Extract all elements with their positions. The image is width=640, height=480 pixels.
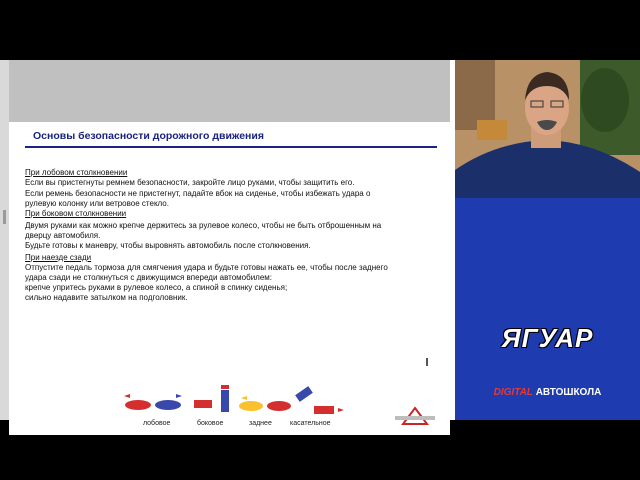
section-header: При наезде сзади [25, 253, 92, 262]
brand-panel [455, 198, 640, 420]
side-collision-cars [194, 385, 229, 412]
slide-text-line: Двумя руками как можно крепче держитесь за рулевое колесо, чтобы не быть отброшенным на [25, 221, 382, 230]
presentation-slide [9, 122, 450, 435]
app-stage [0, 60, 640, 427]
slide-text-line: дверцу автомобиля. [25, 231, 101, 240]
rear-collision-cars [239, 396, 291, 411]
slide-text-line: Отпустите педаль тормоза для смягчения удара и будьте готовы нажать ее, чтобы после заднего [25, 263, 388, 272]
caption-side: боковое [197, 420, 224, 427]
caption-rear: заднее [249, 420, 272, 427]
presenter-video-frame [455, 60, 640, 198]
webcam-video [455, 60, 640, 198]
title-underline [25, 146, 437, 148]
slide-text-line: Если ремень безопасности не пристегнут, падайте вбок на сиденье, чтобы избежать удара о [25, 189, 371, 198]
slide-corner-logo [393, 406, 437, 426]
caption-frontal: лобовое [143, 420, 171, 427]
brand-subtitle [455, 387, 640, 398]
scroll-handle[interactable] [3, 210, 6, 224]
slide-text-line: Будьте готовы к маневру, чтобы выровнять автомобиль после столкновения. [25, 241, 311, 250]
shared-screen-area [9, 60, 450, 427]
brand-school: АВТОШКОЛА [535, 387, 602, 398]
left-edge-bar [0, 60, 9, 420]
slide-text-line: Если вы пристегнуты ремнем безопасности, закройте лицо руками, чтобы защитить его. [25, 178, 355, 187]
brand-digital: DIGITAL [493, 387, 533, 398]
slide-text-line: крепче упритесь руками в рулевое колесо, а спиной в спинку сиденья; [25, 283, 288, 292]
caption-tangent: касательное [290, 420, 331, 427]
slide-text-line: удара сзади не столкнуться с движущимся впереди автомобилем: [25, 273, 273, 282]
text-cursor [426, 358, 428, 366]
frontal-collision-cars [124, 394, 182, 410]
section-header: При боковом столкновении [25, 209, 127, 218]
brand-logo: ЯГУАР [501, 323, 594, 353]
tangent-collision-cars [295, 386, 344, 414]
slide-text-line: сильно надавите затылком на подголовник. [25, 293, 188, 302]
section-header: При лобовом столкновении [25, 168, 128, 177]
slide-title: Основы безопасности дорожного движения [33, 130, 264, 142]
slide-text-line: рулевую колонку или ветровое стекло. [25, 199, 169, 208]
